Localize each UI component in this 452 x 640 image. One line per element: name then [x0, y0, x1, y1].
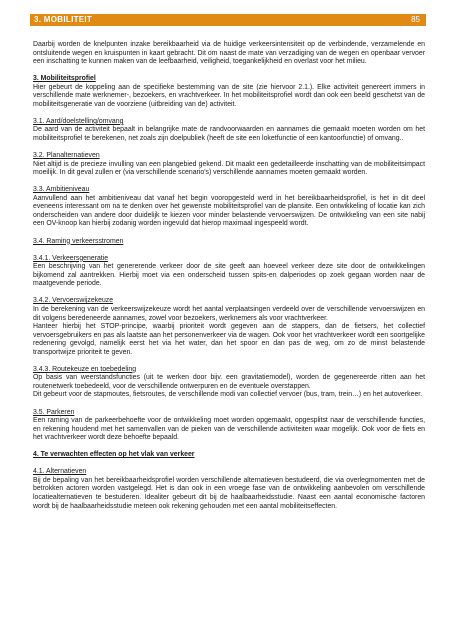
section-3-4-3-text-2: Dit gebeurt voor de stapmoutes, fietsroutes, de verschillende modi van collectief vervoer (bus, tram, trein…) en het autoverkeer. [33, 391, 423, 399]
section-3-2-heading: 3.2. Planalternatieven [33, 152, 100, 160]
intro-paragraph: Daarbij worden de knelpunten inzake bereikbaarheid via de huidige verkeersintensiteit op de verbindende, verzamelende en ontsluitende wegen en kruispunten in kaart gebracht. Dit om naast de mate van verzadiging van de wegen en openbaar vervoer een inschatting te kunnen maken van de leefbaarheid, veiligheid, toegankelijkheid en overlast voor het milieu. [33, 41, 425, 66]
section-3-3-heading: 3.3. Ambitieniveau [33, 186, 90, 194]
section-3-4-1-text: Een beschrijving van het genererende verkeer door de site geeft aan hoeveel verkeer deze site door de ontwikkelingen bijkomend zal aantrekken. Hierbij moet via een onderscheid tussen spits-en dalperiodes op zoek gegaan worden naar de maatgevende periode. [33, 263, 425, 288]
page-header [30, 14, 426, 26]
section-3-5-text: Een raming van de parkeerbehoefte voor de ontwikkeling moet worden opgemaakt, opgesplitst naar de verschillende functies, en rekening houdend met het samenvallen van de pieken van de verschillende activiteiten waar mogelijk. Ook voor de fiets en het vrachtverkeer wordt deze behoefte bepaald. [33, 417, 425, 442]
section-3-3-text: Aanvullend aan het ambitieniveau dat vanaf het begin vooropgesteld werd in het bereikbaarheidsprofiel, is het in dit deel eveneens interessant om na te denken over het gewenste mobiliteitsprofiel van de plansite. Een ontwikkeling of locatie kan zich onderscheiden van andere door duidelijk te kiezen voor minder belastende vervoerswijzen. De ontwikkeling van een site nabij een OV-knoop kan hierbij zodanig worden ingevuld dat hierop maximaal ingespeeld wordt. [33, 194, 425, 228]
section-3-4-3-heading: 3.4.3. Routekeuze en toebedeling [33, 365, 137, 373]
section-3-4-2-text-2: Hanteer hierbij het STOP-principe, waarbij prioriteit wordt gegeven aan de stappers, dan de fietsers, het collectief vervoersgebruikers en pas als laatste aan het personenverkeer via de wagen. Ook voor het vrachtverkeer wordt een soortgelijke redenering gevolgd, namelijk eerst het via het water, dan het spoor en dan pas de weg, om zo de minst belastende transportwijze prioriteit te geven. [33, 323, 425, 356]
section-3-4-2-heading: 3.4.2. Vervoerswijzekeuze [33, 297, 114, 305]
section-3-4-2-text-1: In de berekening van de verkeerswijzekeuze wordt het aantal verplaatsingen verdeeld over de verschillende vervoerswijzen en dit volgens beredeneerde aannames, zowel voor bezoekers, werknemers als voor vrachtverkeer. [33, 305, 425, 322]
section-4-1-heading: 4.1. Alternatieven [33, 468, 87, 476]
page-content [33, 41, 425, 511]
section-3-2-text: Niet altijd is de precieze invulling van een plangebied gekend. Dit maakt een gedetailleerde inschatting van de mobiliteitsimpact moeilijk. In dit geval zullen er (via verschillende scenario's) verschillende aannames moeten gemaakt worden. [33, 160, 425, 177]
chapter-title: 3. MOBILITEIT [34, 15, 93, 24]
section-3-4-3-text-1: Op basis van weerstandsfuncties (uit te werken door bijv. een gravitatiemodel), worden de gegenereerde ritten aan het routenetwerk toebedeeld, voor de verschillende ontwerpuren en de eventuele overstappen. [33, 374, 425, 390]
page-number: 85 [411, 15, 420, 24]
section-3-4-1-heading: 3.4.1. Verkeersgeneratie [33, 254, 109, 262]
section-3-heading: 3. Mobiliteitsprofiel [33, 75, 96, 83]
section-3-5-heading: 3.5. Parkeren [33, 408, 75, 416]
section-3-1-heading: 3.1. Aard/doelstelling/omvang [33, 117, 124, 125]
section-3-1-text: De aard van de activiteit bepaalt in belangrijke mate de randvoorwaarden en aannames die gemaakt moeten worden om het mobiliteitsprofiel te berekenen, net zoals zijn doelpubliek (heeft de site een loketfunctie of een kantoorfunctie) of omvang.. [33, 126, 425, 143]
section-3-4-heading: 3.4. Raming verkeersstromen [33, 237, 124, 245]
section-4-heading: 4. Te verwachten effecten op het vlak van verkeer [33, 451, 195, 459]
section-4-1-text: Bij de bepaling van het bereikbaarheidsprofiel worden verschillende alternatieven bestudeerd, die via overlegmomenten met de betrokken actoren worden vastgelegd. Het is dan ook in een vroege fase van de ontwikkeling aanbevolen om verschillende locatiealternatieven te bestuderen. Idealiter gebeurt dit bij de haalbaarheidsstudie. Naast een aantal economische factoren wordt bij de haalbaarheidsstudie meteen ook rekening gehouden met een aantal mobiliteitseffecten. [33, 476, 425, 510]
section-3-text: Hier gebeurt de koppeling aan de specifieke bestemming van de site (zie hiervoor 2.1.). Elke activiteit genereert immers in verschillende mate werknemer-, bezoekers, en vrachtverkeer. In het mobiliteitsprofiel wordt dan ook een beeld geschetst van de mobiliteitsgeneratie van de voorziene (uitbreiding van de) activiteit. [33, 83, 425, 108]
